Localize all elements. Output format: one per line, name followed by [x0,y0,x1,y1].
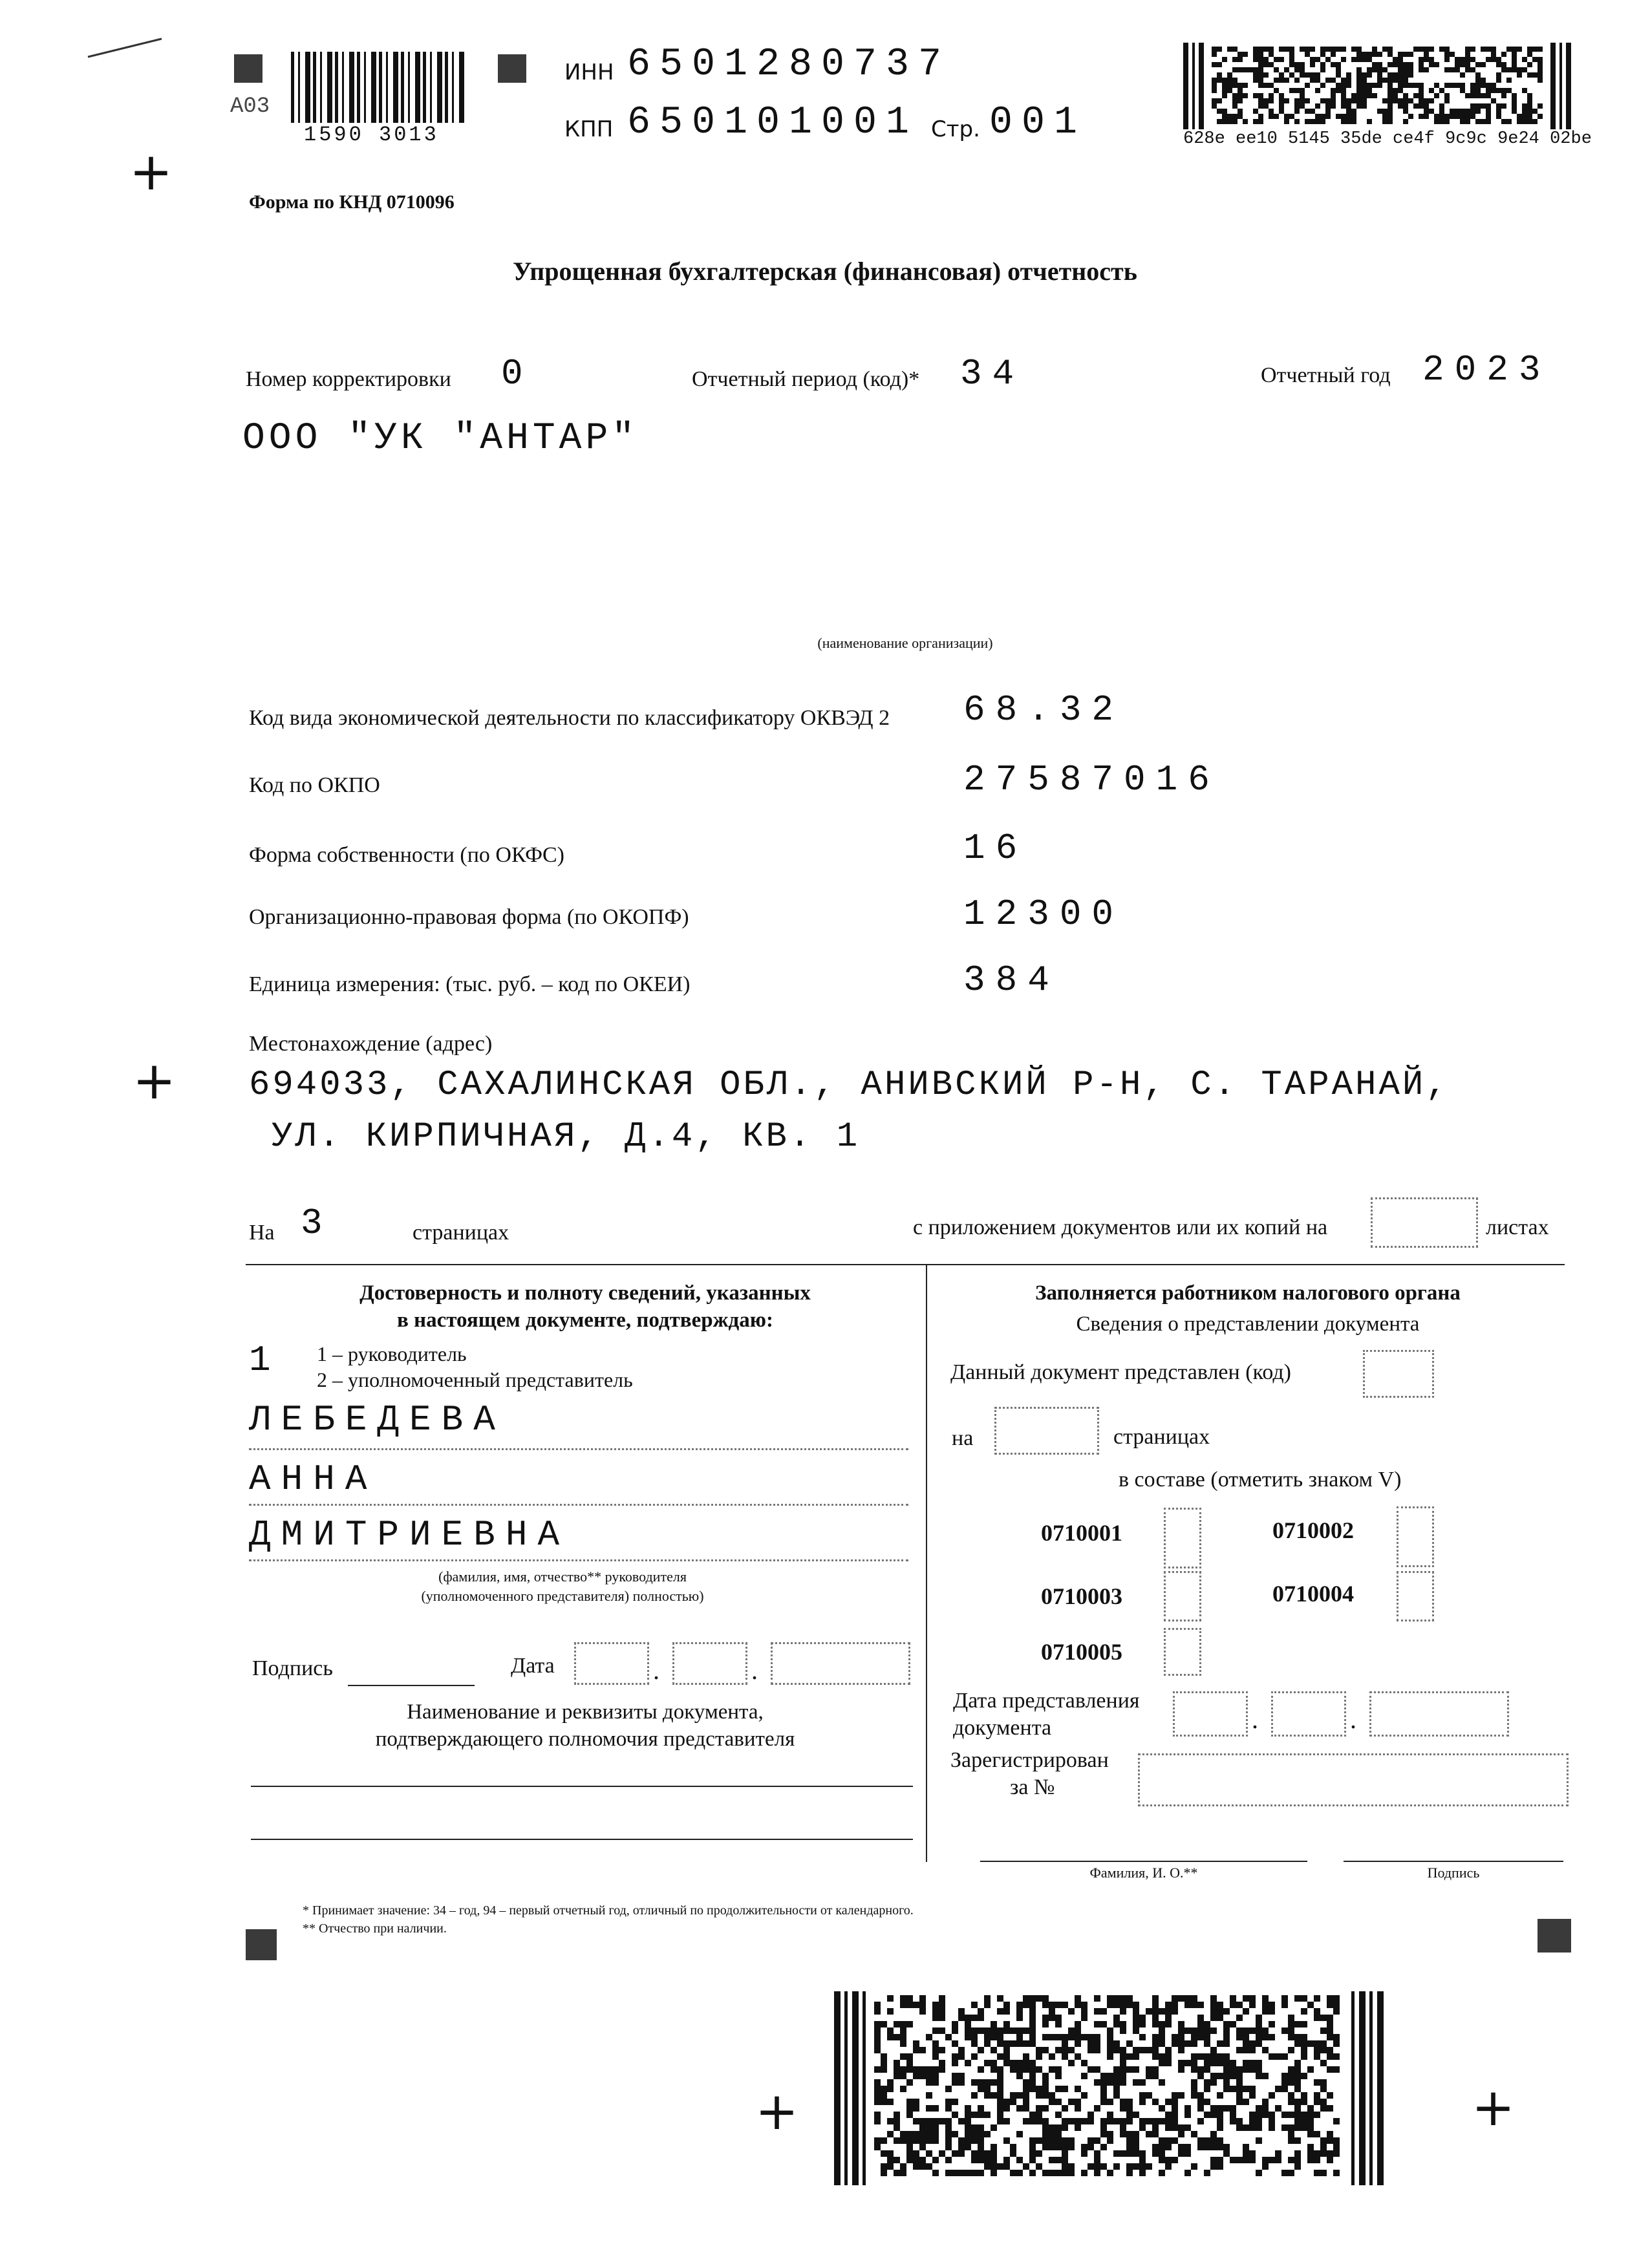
crosshair-top-left: + [129,142,173,202]
year-label: Отчетный год [1261,363,1391,387]
registration-mark-top-left [234,54,262,83]
submission-date-label-1: Дата представления [953,1689,1140,1713]
pen-stroke [87,36,164,62]
checkbox-0710004[interactable] [1397,1571,1434,1621]
signer-first-name: АННА [249,1459,378,1500]
form-code-0710005: 0710005 [1041,1639,1122,1665]
code-value-okved: 68.32 [963,689,1124,731]
checkbox-0710003[interactable] [1164,1571,1201,1621]
kpp-value: 650101001 [627,101,919,145]
registration-mark-bottom-right [1538,1919,1571,1952]
date-label: Дата [511,1654,555,1678]
submitted-code-label: Данный документ представлен (код) [950,1360,1291,1384]
footnote-1: * Принимает значение: 34 – год, 94 – первый отчетный год, отличный по продолжительности от календарного. [303,1903,914,1918]
code-label-okopf: Организационно-правовая форма (по ОКОПФ) [249,905,689,929]
address-line-2: УЛ. КИРПИЧНАЯ, Д.4, КВ. 1 [272,1117,861,1157]
inspector-fio-line[interactable] [980,1861,1307,1862]
fio-caption-2: (уполномоченного представителя) полностью) [421,1588,704,1604]
submission-date-sep-2: . [1350,1705,1356,1734]
crosshair-bottom-center: + [755,2081,799,2141]
registration-mark-top-middle [498,54,526,83]
period-value: 34 [960,353,1025,394]
inspector-fio-caption: Фамилия, И. О.** [1089,1865,1198,1881]
form-code-0710001: 0710001 [1041,1520,1122,1546]
organization-name-caption: (наименование организации) [817,635,993,651]
submission-date-sep-1: . [1252,1705,1258,1734]
tax-pages-field[interactable] [994,1407,1099,1455]
composition-label: в составе (отметить знаком V) [1119,1468,1402,1492]
code-label-okved: Код вида экономической деятельности по классификатору ОКВЭД 2 [249,706,890,730]
registration-mark-bottom-left [246,1929,277,1960]
footnote-2: ** Отчество при наличии. [303,1921,447,1936]
date-separator-2: . [751,1656,758,1685]
period-label: Отчетный период (код)* [692,367,920,391]
checkbox-0710005[interactable] [1164,1628,1201,1676]
signer-option-1: 1 – руководитель [317,1342,467,1365]
pages-count: 3 [301,1203,333,1244]
crosshair-bottom-right: + [1472,2077,1516,2137]
kpp-label: КПП [564,116,614,142]
attachments-sheets-field[interactable] [1371,1197,1478,1248]
form-code: Форма по КНД 0710096 [249,191,455,213]
first-name-field-line [249,1504,908,1506]
tax-pages-on-label: на [952,1426,974,1450]
inn-label: ИНН [564,59,614,85]
submission-date-month[interactable] [1271,1691,1346,1737]
form-code-0710002: 0710002 [1272,1517,1354,1543]
form-code-0710003: 0710003 [1041,1583,1122,1609]
date-separator-1: . [653,1656,659,1685]
checkbox-0710002[interactable] [1397,1506,1434,1567]
code-label-okei: Единица измерения: (тыс. руб. – код по ОКЕИ) [249,972,691,996]
confirm-heading-2: в настоящем документе, подтверждаю: [397,1309,773,1332]
signer-code: 1 [249,1340,271,1381]
date-day-field[interactable] [574,1642,649,1685]
code-label-okfs: Форма собственности (по ОКФС) [249,843,565,867]
submission-date-year[interactable] [1369,1691,1509,1737]
surname-field-line [249,1448,908,1450]
signature-label: Подпись [252,1656,333,1680]
registration-number-field[interactable] [1138,1753,1569,1806]
date-year-field[interactable] [771,1642,910,1685]
authority-doc-heading-1: Наименование и реквизиты документа, [407,1700,764,1724]
tax-pages-label: страницах [1113,1425,1210,1449]
form-code-0710004: 0710004 [1272,1581,1354,1607]
section-divider-vertical [926,1264,927,1862]
inspector-signature-line[interactable] [1344,1861,1563,1862]
authority-doc-line-1[interactable] [251,1786,913,1787]
code-value-okpo: 27587016 [963,759,1220,800]
section-divider-horizontal [246,1264,1565,1265]
page-value: 001 [989,101,1087,145]
submitted-code-field[interactable] [1363,1350,1434,1398]
linear-barcode [291,52,466,123]
date-month-field[interactable] [672,1642,747,1685]
pages-label: страницах [412,1221,509,1245]
confirm-heading-1: Достоверность и полноту сведений, указанных [359,1281,811,1305]
sheets-label: листах [1486,1215,1549,1239]
authority-doc-heading-2: подтверждающего полномочия представителя [375,1728,795,1751]
page-label: Стр. [931,116,980,142]
page-title: Упрощенная бухгалтерская (финансовая) отчетность [513,257,1137,286]
registered-label-1: Зарегистрирован [950,1748,1109,1772]
tax-office-subheading: Сведения о представлении документа [1076,1312,1420,1336]
inspector-signature-caption: Подпись [1427,1865,1480,1881]
signer-option-2: 2 – уполномоченный представитель [317,1368,633,1391]
correction-label: Номер корректировки [246,367,451,391]
authority-doc-line-2[interactable] [251,1839,913,1840]
signature-line[interactable] [348,1685,475,1686]
2d-barcode-bottom [834,1991,1384,2185]
address-line-1: 694033, САХАЛИНСКАЯ ОБЛ., АНИВСКИЙ Р-Н, С. ТАРАНАЙ, [249,1065,1450,1105]
inn-value: 6501280737 [627,43,951,87]
patronymic-field-line [249,1559,908,1561]
attachments-label: с приложением документов или их копий на [913,1215,1328,1239]
signer-surname: ЛЕБЕДЕВА [249,1399,506,1440]
code-value-okfs: 16 [963,828,1028,869]
signer-patronymic: ДМИТРИЕВНА [249,1514,570,1556]
code-label-okpo: Код по ОКПО [249,773,380,797]
checkbox-0710001[interactable] [1164,1508,1201,1568]
code-value-okei: 384 [963,959,1060,1001]
code-value-okopf: 12300 [963,893,1124,935]
organization-name: ООО "УК "АНТАР" [242,418,639,460]
tax-office-heading: Заполняется работником налогового органа [1035,1281,1461,1305]
pages-on-label: На [249,1221,275,1245]
qr-hash: 628e ee10 5145 35de ce4f 9c9c 9e24 02be [1183,129,1592,149]
submission-date-label-2: документа [953,1716,1052,1740]
crosshair-middle-left: + [133,1051,177,1111]
submission-date-day[interactable] [1173,1691,1248,1737]
address-label: Местонахождение (адрес) [249,1032,493,1056]
barcode-number: 1590 3013 [304,123,439,147]
2d-barcode-top [1183,43,1571,129]
fio-caption-1: (фамилия, имя, отчество** руководителя [438,1568,687,1585]
page-code: A03 [230,94,270,119]
year-value: 2023 [1422,349,1551,390]
registered-label-2: за № [1010,1775,1055,1799]
correction-value: 0 [501,353,533,394]
